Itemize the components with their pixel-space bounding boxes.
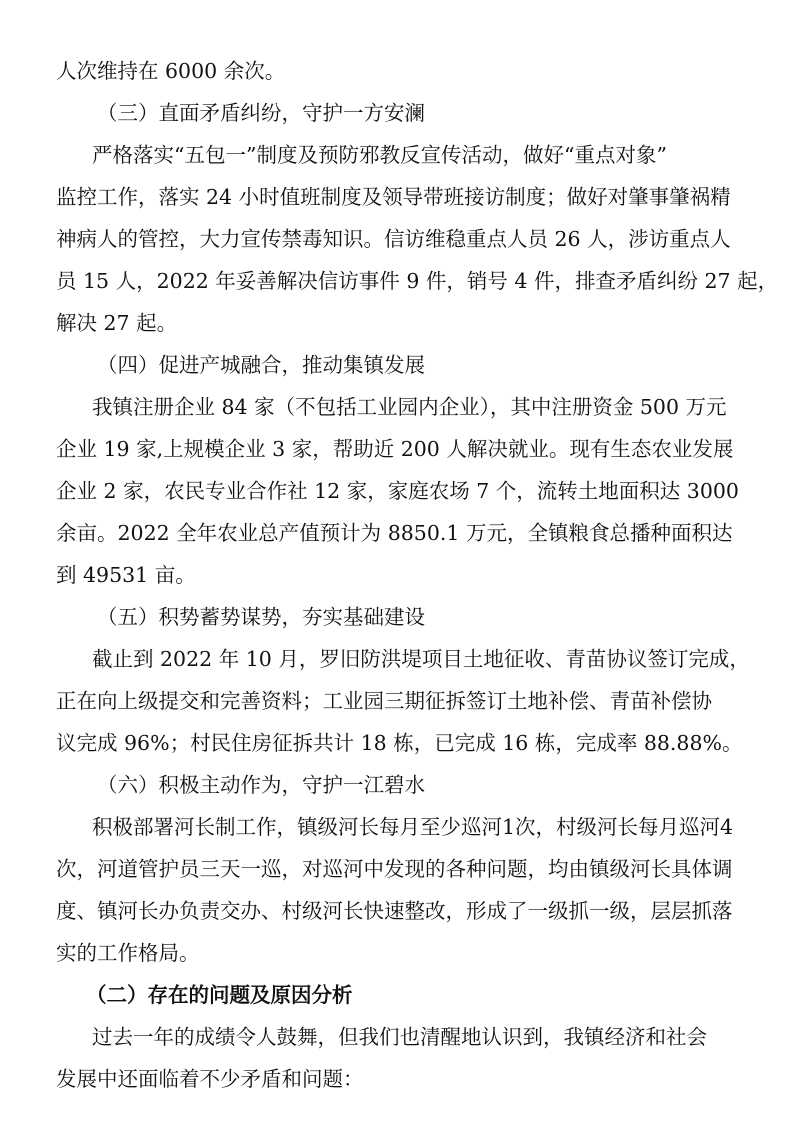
paragraph-line: 实的工作格局。	[56, 941, 200, 965]
section-heading: （三）直面矛盾纠纷，守护一方安澜	[97, 101, 425, 125]
paragraph-line: 人次维持在 6000 余次。	[56, 59, 286, 83]
paragraph-line: 发展中还面临着不少矛盾和问题：	[56, 1067, 364, 1091]
paragraph-line: 企业 19 家,上规模企业 3 家，帮助近 200 人解决就业。现有生态农业发展	[56, 437, 734, 461]
paragraph-line: 度、镇河长办负责交办、村级河长快速整改，形成了一级抓一级，层层抓落	[56, 899, 733, 923]
paragraph-line: 到 49531 亩。	[56, 563, 196, 587]
paragraph-line: 余亩。2022 全年农业总产值预计为 8850.1 万元，全镇粮食总播种面积达	[56, 521, 733, 545]
section-heading: （五）积势蓄势谋势，夯实基础建设	[97, 605, 425, 629]
paragraph-line: 严格落实“五包一”制度及预防邪教反宣传活动，做好“重点对象”	[92, 143, 667, 167]
paragraph-line: 企业 2 家，农民专业合作社 12 家，家庭农场 7 个，流转土地面积达 3000	[56, 479, 739, 503]
paragraph-line: 截止到 2022 年 10 月，罗旧防洪堤项目土地征收、青苗协议签订完成，	[92, 647, 750, 671]
paragraph-line: 我镇注册企业 84 家（不包括工业园内企业），其中注册资金 500 万元	[92, 395, 727, 419]
paragraph-line: 过去一年的成绩令人鼓舞，但我们也清醒地认识到，我镇经济和社会	[92, 1025, 707, 1049]
paragraph-line: 员 15 人，2022 年妥善解决信访事件 9 件，销号 4 件，排查矛盾纠纷 27 起，	[56, 269, 779, 293]
paragraph-line: 积极部署河长制工作，镇级河长每月至少巡河1次，村级河长每月巡河4	[92, 815, 734, 839]
paragraph-line: 次，河道管护员三天一巡，对巡河中发现的各种问题，均由镇级河长具体调	[56, 857, 733, 881]
paragraph-line: 议完成 96%；村民住房征拆共计 18 栋，已完成 16 栋，完成率 88.88%。	[56, 731, 743, 755]
section-heading: （六）积极主动作为，守护一江碧水	[97, 773, 425, 797]
section-heading: （四）促进产城融合，推动集镇发展	[97, 353, 425, 377]
paragraph-line: 正在向上级提交和完善资料；工业园三期征拆签订土地补偿、青苗补偿协	[56, 689, 712, 713]
bold-section-heading: （二）存在的问题及原因分析	[86, 983, 353, 1007]
paragraph-line: 神病人的管控，大力宣传禁毒知识。信访维稳重点人员 26 人，涉访重点人	[56, 227, 731, 251]
paragraph-line: 监控工作，落实 24 小时值班制度及领导带班接访制度；做好对肇事肇祸精	[56, 185, 731, 209]
paragraph-line: 解决 27 起。	[56, 311, 178, 335]
